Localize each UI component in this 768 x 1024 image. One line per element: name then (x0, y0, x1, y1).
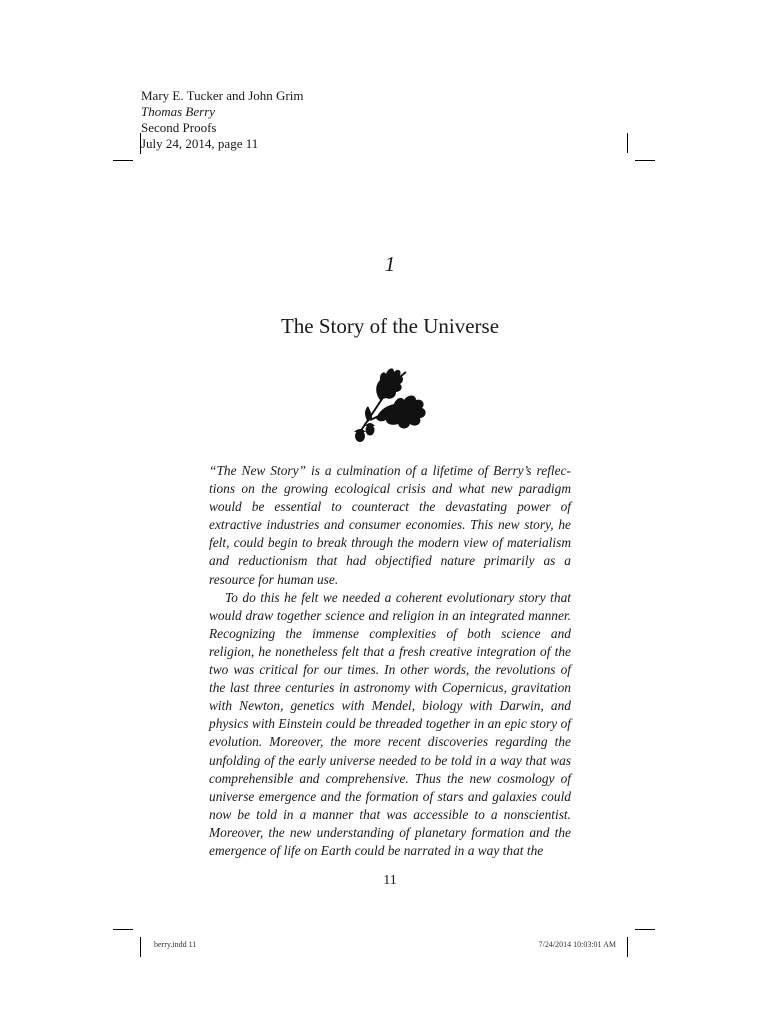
header-proof-stage: Second Proofs (141, 120, 217, 135)
header-date-page: July 24, 2014, page 11 (141, 136, 259, 151)
crop-mark-bottom-left-v (140, 937, 141, 957)
chapter-body-text (209, 462, 571, 860)
proof-header (141, 88, 304, 152)
slug-file-name: berry.indd 11 (154, 940, 197, 949)
crop-mark-bottom-right-h (635, 929, 655, 930)
crop-mark-top-left-h (113, 160, 133, 161)
header-book-title: Thomas Berry (141, 104, 216, 119)
crop-mark-top-right-h (635, 160, 655, 161)
chapter-title: The Story of the Universe (280, 314, 500, 338)
crop-mark-top-left-v (140, 133, 141, 153)
oak-leaf-acorn-icon (346, 362, 432, 446)
crop-mark-bottom-right-v (627, 937, 628, 957)
header-authors: Mary E. Tucker and John Grim (141, 88, 304, 103)
crop-mark-bottom-left-h (113, 929, 133, 930)
slug-timestamp: 7/24/2014 10:03:01 AM (538, 940, 616, 949)
body-paragraph-2: To do this he felt we needed a coherent evolutionary story that would draw together science and religion in an integrated manner. Recognizing the immense complexities of both science and religion, he nonetheless felt that a fresh creative integration of the two was critical for our times. In other words, the revolutions of the last three centuries in astronomy with Copernicus, gravitation with Newton, genetics with Mendel, biology with Darwin, and physics with Einstein could be threaded together in an epic story of evolution. Moreover, the more recent discoveries regarding the unfolding of the early universe needed to be told in a way that was comprehensible and comprehensive. Thus the new cosmology of universe emergence and the formation of stars and galaxies could now be told in a manner that was accessible to a nonscientist. Moreover, the new understanding of planetary formation and the emergence of life on Earth could be narrated in a way that the (209, 589, 571, 858)
page-number: 11 (383, 873, 397, 888)
chapter-number: 1 (384, 252, 396, 276)
crop-mark-top-right-v (627, 133, 628, 153)
body-paragraph-1: “The New Story” is a culmination of a lifetime of Berry’s reflections on the growing ecological crisis and what new paradigm would be essential to counteract the devastating power of extractive industries and consumer economies. This new story, he felt, could begin to break through the modern view of materialism and reductionism that had objectified nature primarily as a resource for human use. (209, 463, 571, 587)
